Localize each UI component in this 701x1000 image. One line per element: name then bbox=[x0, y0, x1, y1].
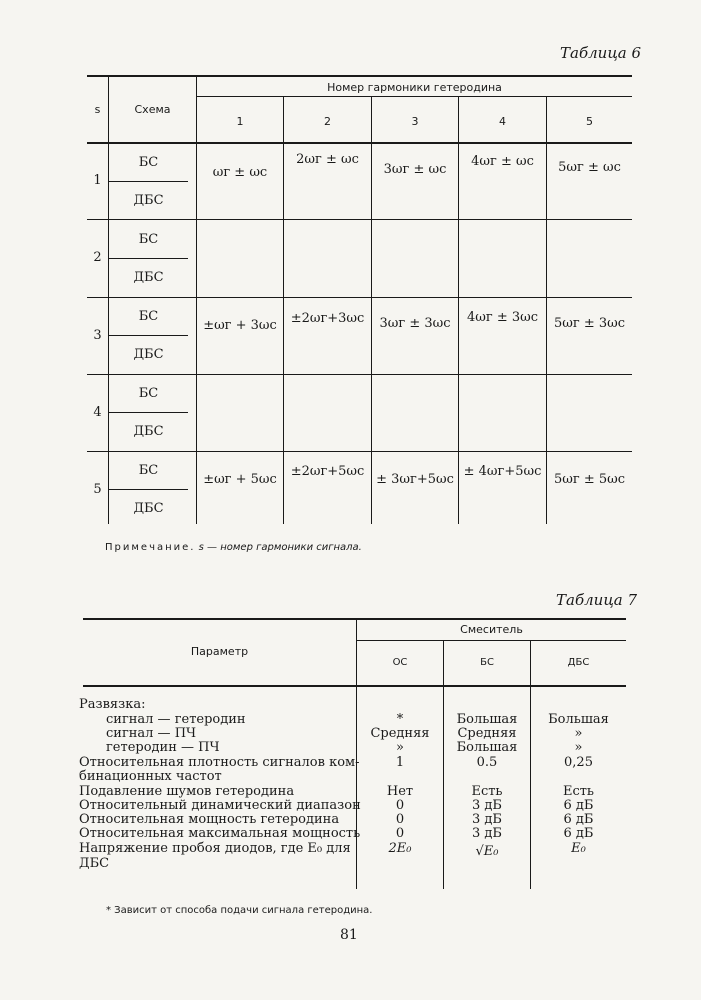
table6-note-text: s — номер гармоники сигнала. bbox=[198, 542, 362, 553]
table6-header-group: Номер гармоники гетеродина bbox=[327, 81, 502, 94]
table6-scheme-bs: БС bbox=[138, 155, 159, 170]
table6-cell: ± 3ωг+5ωс bbox=[376, 472, 454, 487]
table6-row-s: 3 bbox=[93, 328, 102, 343]
table7-cell: 6 дБ bbox=[563, 798, 594, 813]
table7-cell: 1 bbox=[395, 755, 405, 770]
table7-cell: Большая bbox=[456, 740, 518, 755]
table6-cell: ±2ωг+5ωс bbox=[290, 464, 365, 479]
table7-param: сигнал — гетеродин bbox=[106, 712, 246, 727]
table6-note bbox=[105, 542, 362, 553]
table7-header-param: Параметр bbox=[190, 645, 249, 658]
page-number: 81 bbox=[340, 927, 358, 943]
table6-cell: 5ωг ± 5ωс bbox=[554, 472, 625, 487]
table6-scheme-dbs: ДБС bbox=[133, 193, 164, 208]
table7-param: ДБС bbox=[79, 856, 110, 871]
table7-param: Напряжение пробоя диодов, где E₀ для bbox=[79, 841, 351, 856]
table7-cell: 0 bbox=[395, 826, 405, 841]
table7-cell: Нет bbox=[386, 784, 414, 799]
table7-param: гетеродин — ПЧ bbox=[106, 740, 220, 755]
table7-header-group: Смеситель bbox=[460, 623, 523, 636]
table6-cell: 4ωг ± ωс bbox=[471, 154, 534, 169]
table6-scheme-bs: БС bbox=[138, 463, 159, 478]
table6-cell: 3ωг ± ωс bbox=[383, 162, 447, 177]
table6-header-s: s bbox=[94, 103, 101, 116]
table7-cell: » bbox=[396, 740, 404, 755]
table7-param: Относительная максимальная мощность bbox=[79, 826, 361, 841]
table6-scheme-dbs: ДБС bbox=[133, 347, 164, 362]
table7-col-os: ОС bbox=[392, 657, 408, 668]
table7-cell: 0 bbox=[395, 798, 405, 813]
table6-scheme-bs: БС bbox=[138, 309, 159, 324]
table7-cell: » bbox=[574, 726, 583, 741]
table7-caption: Таблица 7 bbox=[556, 591, 638, 609]
table7-param: Относительный динамический диапазон bbox=[79, 798, 361, 813]
table7-param: Подавление шумов гетеродина bbox=[79, 784, 295, 799]
table7-param: Относительная плотность сигналов ком- bbox=[79, 755, 360, 770]
table6-header-scheme: Схема bbox=[134, 103, 171, 116]
table7-cell: 3 дБ bbox=[472, 798, 502, 813]
table7-col-dbs: ДБС bbox=[567, 657, 590, 668]
table6-cell: 5ωг ± 3ωс bbox=[554, 316, 625, 331]
table7-cell: √E₀ bbox=[475, 844, 499, 859]
table6-col-1: 1 bbox=[236, 115, 244, 128]
table6-scheme-dbs: ДБС bbox=[133, 270, 164, 285]
table6-scheme-dbs: ДБС bbox=[133, 424, 164, 439]
table6-cell: ± 4ωг+5ωс bbox=[463, 464, 542, 479]
table6-cell: 5ωг ± ωс bbox=[558, 160, 621, 175]
table6-col-3: 3 bbox=[411, 115, 419, 128]
table7-cell: 0.5 bbox=[476, 755, 498, 770]
table7-cell: » bbox=[574, 740, 583, 755]
table6-scheme-dbs: ДБС bbox=[133, 501, 164, 516]
table7-param: Относительная мощность гетеродина bbox=[79, 812, 340, 827]
table6-caption: Таблица 6 bbox=[560, 44, 642, 62]
table6-scheme-bs: БС bbox=[138, 232, 159, 247]
table6-cell: ±ωг + 3ωс bbox=[203, 318, 277, 333]
table6-row-s: 5 bbox=[93, 482, 102, 497]
table6-cell: 2ωг ± ωс bbox=[296, 152, 359, 167]
table7-param: бинационных частот bbox=[79, 769, 222, 784]
table7-col-bs: БС bbox=[480, 657, 494, 668]
table7-cell: Средняя bbox=[370, 726, 430, 741]
table7-cell: Большая bbox=[548, 712, 609, 727]
table6-cell: 3ωг ± 3ωс bbox=[379, 316, 451, 331]
table7-cell: 3 дБ bbox=[472, 826, 502, 841]
table6-row-s: 2 bbox=[93, 250, 102, 265]
table7-cell: 0 bbox=[395, 812, 405, 827]
table7-cell: Есть bbox=[471, 784, 503, 799]
table6-cell: ωг ± ωс bbox=[212, 165, 268, 180]
table6-scheme-bs: БС bbox=[138, 386, 159, 401]
table7-cell: 2E₀ bbox=[388, 841, 412, 856]
table7-cell: 6 дБ bbox=[563, 812, 594, 827]
table7-cell: Большая bbox=[456, 712, 518, 727]
table7-param: Развязка: bbox=[79, 697, 146, 712]
table6-cell: ±2ωг+3ωс bbox=[290, 311, 365, 326]
table6-col-2: 2 bbox=[324, 115, 331, 128]
table6-col-5: 5 bbox=[586, 115, 593, 128]
table6-col-4: 4 bbox=[499, 115, 506, 128]
table7-cell: * bbox=[396, 712, 404, 727]
table7-cell: 6 дБ bbox=[563, 826, 594, 841]
table7-param: сигнал — ПЧ bbox=[106, 726, 197, 741]
table7-cell: Есть bbox=[562, 784, 595, 799]
table6-cell: 4ωг ± 3ωс bbox=[467, 310, 538, 325]
table6-note-label: Примечание. bbox=[105, 542, 196, 553]
table7-footnote: * Зависит от способа подачи сигнала гетеродина. bbox=[106, 905, 373, 916]
table7-cell: 3 дБ bbox=[472, 812, 502, 827]
table6-cell: ±ωг + 5ωс bbox=[203, 472, 277, 487]
table7-cell: 0,25 bbox=[564, 755, 593, 770]
table6-row-s: 4 bbox=[93, 405, 102, 420]
table6-row-s: 1 bbox=[93, 173, 102, 188]
table7-cell: E₀ bbox=[571, 841, 586, 856]
table7-cell: Средняя bbox=[457, 726, 517, 741]
